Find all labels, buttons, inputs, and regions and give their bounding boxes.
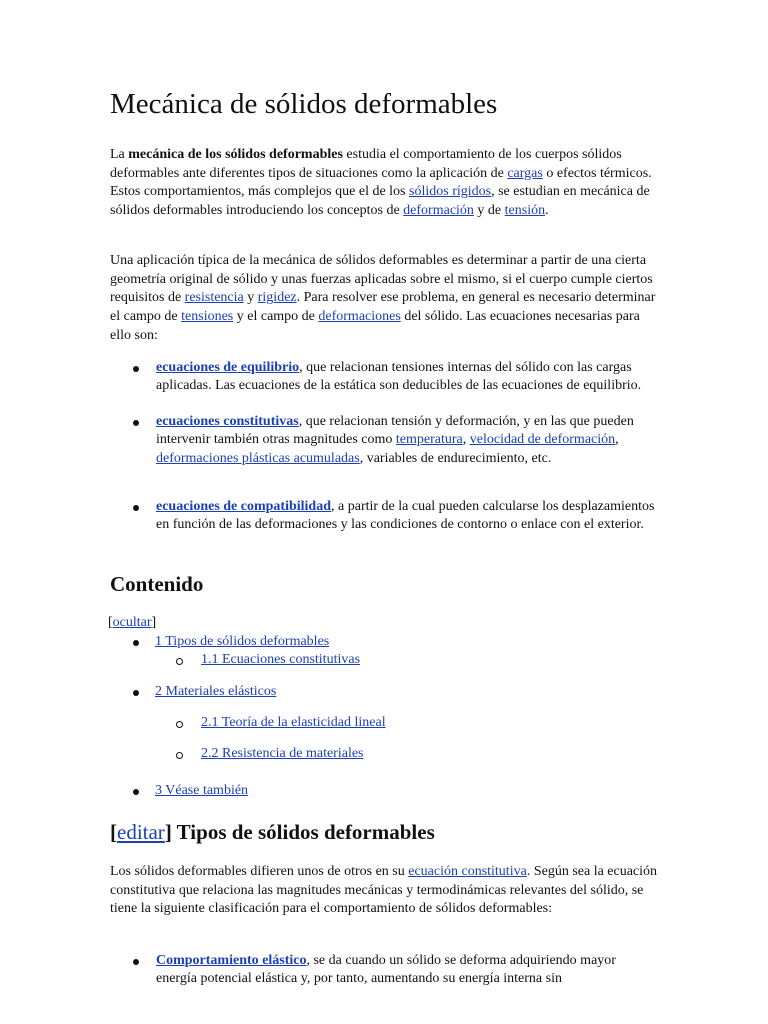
list-item-elastico: [156, 952, 656, 989]
bullet-dot: [133, 959, 139, 965]
toc-item-1-1: [201, 651, 360, 669]
link-ecuaciones-constitutivas[interactable]: ecuaciones constitutivas: [156, 414, 299, 429]
text: ,: [615, 432, 619, 448]
link-solidos-rigidos[interactable]: sólidos rígidos: [409, 184, 492, 200]
toc-hide-link[interactable]: ocultar: [112, 615, 152, 630]
toc-link-1-1[interactable]: 1.1 Ecuaciones constitutivas: [201, 652, 361, 667]
text: La: [110, 147, 129, 162]
link-tensiones[interactable]: tensiones: [181, 309, 234, 325]
link-temperatura[interactable]: temperatura: [395, 432, 463, 448]
bracket: ]: [151, 615, 157, 630]
toc-link-1[interactable]: 1 Tipos de sólidos deformables: [155, 634, 330, 649]
link-ecuacion-constitutiva[interactable]: ecuación constitutiva: [408, 864, 527, 879]
bullet-dot: [133, 789, 139, 795]
toc-item-2-1: [201, 714, 386, 732]
toc-link-2-1[interactable]: 2.1 Teoría de la elasticidad lineal: [201, 715, 386, 730]
bullet-dot: [133, 420, 139, 426]
section-heading: [110, 820, 435, 845]
bullet-circle: [176, 658, 183, 665]
bracket: [: [108, 615, 113, 630]
toc-heading: Contenido: [110, 572, 204, 596]
bullet-dot: [133, 640, 139, 646]
link-deformaciones[interactable]: deformaciones: [318, 309, 401, 325]
text: y de: [473, 203, 505, 219]
text: estudia el comportamiento de los cuerpos sólidos deformables ante diferentes tipos de situaciones como la aplicación de: [110, 147, 622, 181]
bullet-dot: [133, 366, 139, 372]
text: o efectos térmicos. Estos comportamientos, más complejos que el de los: [110, 165, 652, 200]
link-comportamiento-elastico[interactable]: Comportamiento elástico: [156, 953, 307, 968]
edit-link[interactable]: editar: [117, 820, 165, 844]
link-velocidad-deformacion[interactable]: velocidad de deformación: [469, 432, 616, 448]
text: , que relacionan tensiones internas del sólido con las cargas aplicadas. Las ecuaciones de la estática son deducibles de las ecuaciones de equilibrio.: [156, 360, 642, 394]
text: del sólido. Las ecuaciones necesarias para ello son:: [110, 309, 640, 343]
toc-link-2[interactable]: 2 Materiales elásticos: [155, 684, 277, 699]
text: , que relacionan tensión y deformación, y en las que pueden intervenir también otras magnitudes como: [156, 414, 634, 448]
bullet-circle: [176, 752, 183, 759]
bracket: [: [110, 820, 117, 844]
text: y: [243, 290, 258, 306]
link-cargas[interactable]: cargas: [507, 165, 543, 181]
text: , variables de endurecimiento, etc.: [359, 450, 552, 466]
toc-item-2: [155, 683, 276, 701]
section-title: Tipos de sólidos deformables: [171, 820, 435, 844]
toc-link-2-2[interactable]: 2.2 Resistencia de materiales: [201, 746, 364, 761]
link-resistencia[interactable]: resistencia: [184, 290, 244, 306]
text: .: [545, 203, 549, 219]
bullet-dot: [133, 690, 139, 696]
list-item-compatibilidad: [156, 498, 656, 535]
intro-paragraph-1: [110, 146, 658, 221]
link-tension[interactable]: tensión: [504, 203, 546, 219]
page-title: Mecánica de sólidos deformables: [110, 88, 498, 120]
link-deformacion[interactable]: deformación: [403, 203, 474, 219]
text: , se estudian en mecánica de sólidos deformables introduciendo los conceptos de: [110, 184, 650, 219]
list-item-equilibrio: [156, 359, 656, 396]
text: ,: [462, 432, 470, 448]
link-ecuaciones-compatibilidad[interactable]: ecuaciones de compatibilidad: [156, 499, 332, 514]
bracket: ]: [164, 820, 172, 844]
intro-paragraph-2: [110, 252, 658, 346]
toc-item-1: [155, 633, 329, 651]
toc-toggle: [108, 614, 156, 632]
text: . Según sea la ecuación constitutiva que relaciona las magnitudes mecánicas y termodinámicas relevantes del sólido, se tiene la siguiente clasificación para el comportamiento de sólidos deformables:: [110, 864, 658, 917]
text: , se da cuando un sólido se deforma adquiriendo mayor energía potencial elástica y, por tanto, aumentando su energía interna sin: [156, 953, 616, 987]
link-ecuaciones-equilibrio[interactable]: ecuaciones de equilibrio: [156, 360, 300, 375]
link-rigidez[interactable]: rigidez: [257, 290, 297, 306]
text: Una aplicación típica de la mecánica de sólidos deformables es determinar a partir de una cierta geometría original de sólido y unas fuerzas aplicadas sobre el mismo, si el cuerpo cumple ciertos requisitos de: [110, 253, 653, 306]
toc-item-2-2: [201, 745, 364, 763]
bold-term: mecánica de los sólidos deformables: [128, 147, 343, 162]
text: Los sólidos deformables difieren unos de otros en su: [110, 864, 409, 879]
toc-item-3: [155, 782, 248, 800]
toc-link-3[interactable]: 3 Véase también: [155, 783, 249, 798]
bullet-dot: [133, 505, 139, 511]
text: y el campo de: [233, 309, 319, 325]
list-item-constitutivas: [156, 413, 656, 468]
bullet-circle: [176, 721, 183, 728]
section-paragraph: [110, 863, 658, 919]
text: . Para resolver ese problema, en general es necesario determinar el campo de: [110, 290, 656, 325]
text: , a partir de la cual pueden calcularse los desplazamientos en función de las deformaciones y las condiciones de contorno o enlace con el exterior.: [156, 499, 655, 533]
link-deformaciones-plasticas[interactable]: deformaciones plásticas acumuladas: [156, 450, 360, 466]
